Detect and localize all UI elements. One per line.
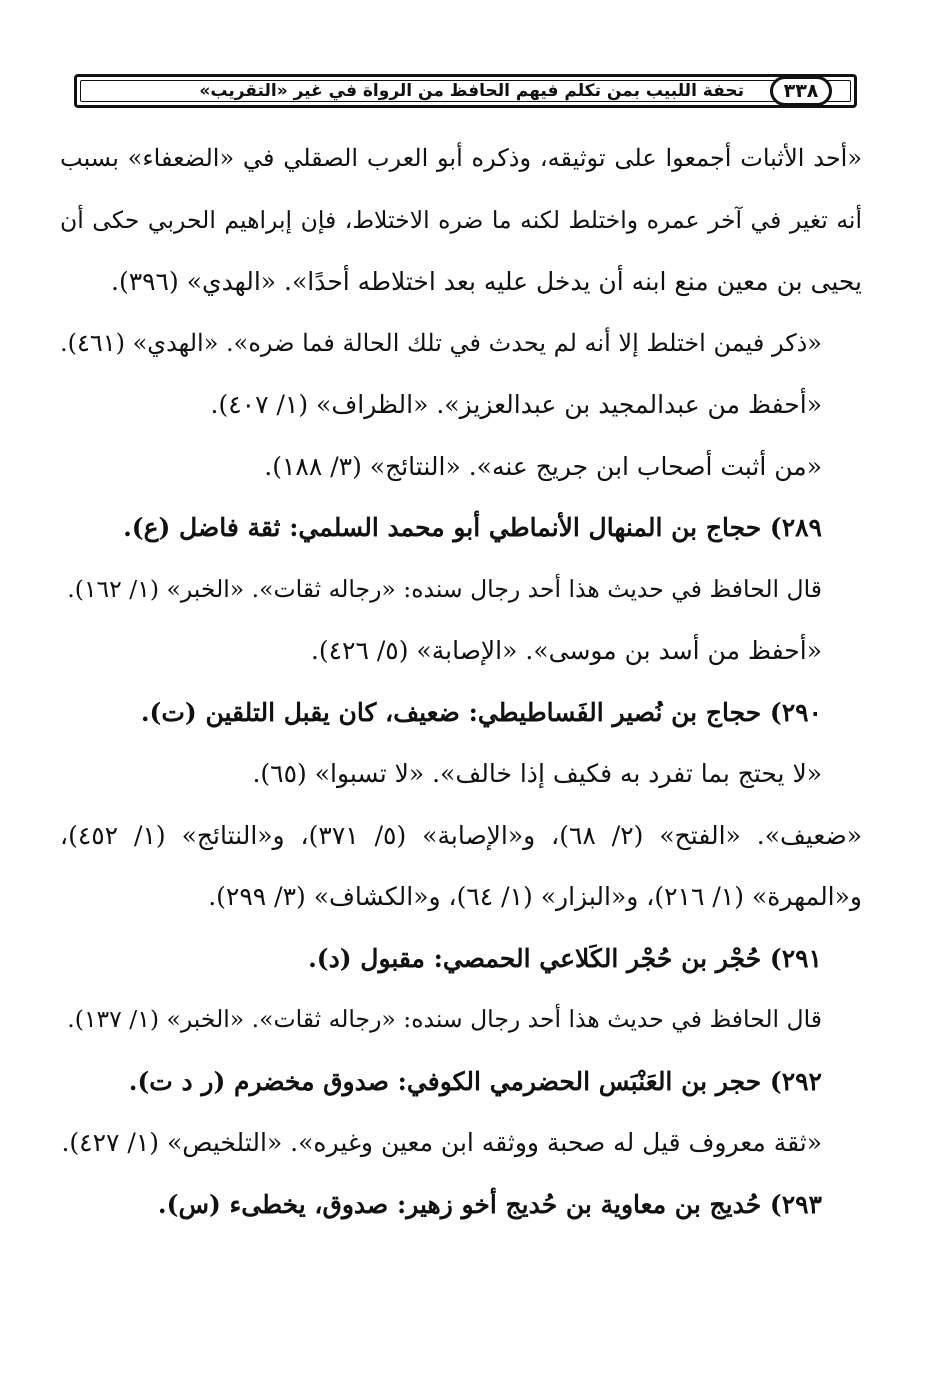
running-title: تحفة اللبيب بمن تكلم فيهم الحافظ من الرواة في غير «التقريب» [199, 81, 744, 101]
text-line: «أحفظ من عبدالمجيد بن عبدالعزيز». «الظراف» (١/ ٤٠٧). [210, 390, 822, 419]
text-line: «من أثبت أصحاب ابن جريج عنه». «النتائج» (٣/ ١٨٨). [264, 451, 822, 481]
narrator-entry-289: ٢٨٩) حجاج بن المنهال الأنماطي أبو محمد السلمي: ثقة فاضل (ع). [123, 513, 822, 542]
text-line: «أحفظ من أسد بن موسى». «الإصابة» (٥/ ٤٢٦). [310, 636, 822, 665]
text-line: «ثقة معروف قيل له صحبة ووثقه ابن معين وغيره». «التلخيص» (١/ ٤٢٧). [61, 1128, 822, 1157]
text-line: «ضعيف». «الفتح» (٢/ ٦٨)، و«الإصابة» (٥/ ٣٧١)، و«النتائج» (١/ ٤٥٢)، [60, 820, 862, 850]
narrator-entry-293: ٢٩٣) حُديج بن معاوية بن حُديج أخو زهير: صدوق، يخطىء (س). [157, 1189, 822, 1219]
running-header [74, 74, 857, 108]
text-line: «ذكر فيمن اختلط إلا أنه لم يحدث في تلك الحالة فما ضره». «الهدي» (٤٦١). [60, 328, 822, 357]
text-line: أنه تغير في آخر عمره واختلط لكنه ما ضره الاختلاط، فإن إبراهيم الحربي حكى أن [60, 205, 862, 234]
narrator-entry-290: ٢٩٠) حجاج بن نُصير الفَساطيطي: ضعيف، كان يقبل التلقين (ت). [140, 697, 822, 727]
text-line: «أحد الأثبات أجمعوا على توثيقه، وذكره أبو العرب الصقلي في «الضعفاء» بسبب [60, 144, 862, 172]
page-number: ٣٣٨ [770, 76, 832, 106]
text-line: «لا يحتج بما تفرد به فكيف إذا خالف». «لا تسبوا» (٦٥). [252, 759, 822, 788]
narrator-entry-291: ٢٩١) حُجْر بن حُجْر الكَلاعي الحمصي: مقبول (د). [308, 943, 822, 973]
narrator-entry-292: ٢٩٢) حجر بن العَنْبَس الحضرمي الكوفي: صدوق مخضرم (ر د ت). [128, 1066, 822, 1096]
page-body [60, 128, 862, 1235]
text-line: يحيى بن معين منع ابنه أن يدخل عليه بعد اختلاطه أحدًا». «الهدي» (٣٩٦). [111, 267, 862, 296]
text-line: قال الحافظ في حديث هذا أحد رجال سنده: «رجاله ثقات». «الخبر» (١/ ١٣٧). [67, 1005, 822, 1033]
text-line: قال الحافظ في حديث هذا أحد رجال سنده: «رجاله ثقات». «الخبر» (١/ ١٦٢). [67, 574, 822, 603]
text-line: و«المهرة» (١/ ٢١٦)، و«البزار» (١/ ٦٤)، و«الكشاف» (٣/ ٢٩٩). [208, 882, 862, 911]
